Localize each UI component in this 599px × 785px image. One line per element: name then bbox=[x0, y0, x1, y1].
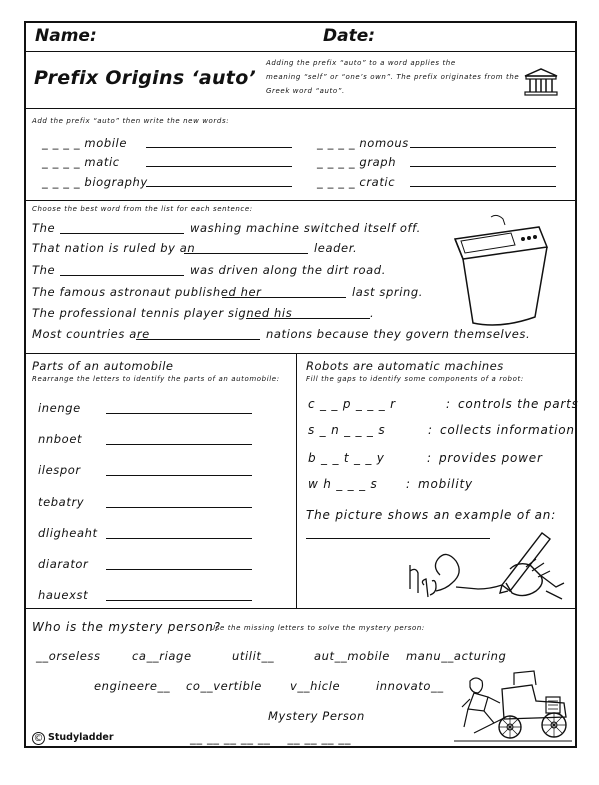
scrambled-word: ilespor bbox=[38, 463, 81, 477]
washing-machine-icon bbox=[451, 211, 551, 331]
mystery-word: engineere__ bbox=[94, 679, 171, 693]
robot-definition: collects information bbox=[440, 423, 575, 437]
mystery-person-label: Mystery Person bbox=[268, 709, 365, 723]
robot-definition: mobility bbox=[418, 477, 473, 491]
mystery-word: aut__mobile bbox=[314, 649, 390, 663]
sentence-end: nations because they govern themselves. bbox=[266, 327, 531, 341]
mystery-word: __orseless bbox=[36, 649, 101, 663]
answer-line[interactable] bbox=[106, 413, 252, 414]
robotic-arm-drawing-icon bbox=[406, 523, 566, 605]
robot-word: c _ _ p _ _ _ r bbox=[308, 397, 396, 411]
robot-word: b _ _ t _ _ y bbox=[308, 451, 385, 465]
sec1-instruction: Add the prefix “auto” then write the new words: bbox=[32, 117, 230, 125]
intro-line-1: Adding the prefix “auto” to a word applies the bbox=[266, 59, 456, 67]
answer-line[interactable] bbox=[106, 507, 252, 508]
sec5-instruction: Use the missing letters to solve the mystery person: bbox=[210, 624, 425, 632]
mystery-word: utilit__ bbox=[232, 649, 275, 663]
name-label: Name: bbox=[35, 26, 97, 46]
sentence-end: washing machine switched itself off. bbox=[190, 221, 421, 235]
prefix-item: _ _ _ _ mobile bbox=[42, 136, 128, 150]
divider bbox=[26, 200, 575, 201]
answer-line[interactable] bbox=[410, 166, 556, 167]
greek-temple-icon bbox=[523, 67, 559, 97]
prefix-item: _ _ _ _ graph bbox=[317, 155, 397, 169]
sentence-end: was driven along the dirt road. bbox=[190, 263, 386, 277]
scrambled-word: diarator bbox=[38, 557, 89, 571]
sec2-instruction: Choose the best word from the list for each sentence: bbox=[32, 205, 253, 213]
sentence-blank[interactable] bbox=[60, 233, 184, 234]
mystery-word: ca__riage bbox=[132, 649, 192, 663]
answer-line[interactable] bbox=[106, 569, 252, 570]
robot-word: s _ n _ _ _ s bbox=[308, 423, 386, 437]
sentence-blank[interactable] bbox=[136, 339, 260, 340]
sec4-instruction: Fill the gaps to identify some components of a robot: bbox=[306, 375, 524, 383]
intro-line-2: meaning “self” or “one’s own”. The prefix originates from the bbox=[266, 73, 520, 81]
sentence-end: . bbox=[370, 306, 375, 320]
worksheet bbox=[24, 21, 577, 748]
answer-line[interactable] bbox=[146, 147, 292, 148]
sentence-start: The famous astronaut published her bbox=[32, 285, 262, 299]
intro-line-3: Greek word “auto”. bbox=[266, 87, 345, 95]
colon: : bbox=[446, 397, 451, 411]
sentence-start: Most countries are bbox=[32, 327, 150, 341]
colon: : bbox=[427, 451, 432, 465]
scrambled-word: inenge bbox=[38, 401, 81, 415]
scrambled-word: tebatry bbox=[38, 495, 85, 509]
page-title: Prefix Origins ‘auto’ bbox=[34, 67, 257, 89]
sentence-blank[interactable] bbox=[60, 275, 184, 276]
divider bbox=[26, 108, 575, 109]
vintage-car-icon bbox=[454, 663, 572, 743]
sec3-instruction: Rearrange the letters to identify the parts of an automobile: bbox=[32, 375, 280, 383]
date-label: Date: bbox=[323, 26, 376, 46]
mystery-word: co__vertible bbox=[186, 679, 262, 693]
colon: : bbox=[406, 477, 411, 491]
sentence-blank[interactable] bbox=[222, 297, 346, 298]
robot-word: w h _ _ _ s bbox=[308, 477, 378, 491]
scrambled-word: nnboet bbox=[38, 432, 83, 446]
answer-line[interactable] bbox=[410, 147, 556, 148]
answer-line[interactable] bbox=[106, 475, 252, 476]
prefix-item: _ _ _ _ cratic bbox=[317, 175, 396, 189]
divider bbox=[26, 51, 575, 52]
colon: : bbox=[428, 423, 433, 437]
copyright-icon: © bbox=[33, 733, 44, 744]
brand-label: Studyladder bbox=[48, 732, 114, 743]
sentence-end: leader. bbox=[314, 241, 358, 255]
sentence-end: last spring. bbox=[352, 285, 424, 299]
prefix-item: _ _ _ _ biography bbox=[42, 175, 148, 189]
answer-line[interactable] bbox=[410, 186, 556, 187]
mystery-person-blanks[interactable]: __ __ __ __ __ __ __ __ __ bbox=[190, 731, 352, 745]
answer-line[interactable] bbox=[146, 166, 292, 167]
picture-prompt: The picture shows an example of an: bbox=[306, 508, 557, 522]
scrambled-word: hauexst bbox=[38, 588, 89, 602]
answer-line[interactable] bbox=[106, 444, 252, 445]
sec3-title: Parts of an automobile bbox=[32, 359, 174, 373]
mystery-word: innovato__ bbox=[376, 679, 444, 693]
sentence-blank[interactable] bbox=[184, 253, 308, 254]
robot-definition: provides power bbox=[439, 451, 543, 465]
sentence-blank[interactable] bbox=[246, 318, 370, 319]
sentence-start: The bbox=[32, 221, 56, 235]
sentence-start: That nation is ruled by an bbox=[32, 241, 196, 255]
divider bbox=[26, 353, 575, 354]
sentence-start: The bbox=[32, 263, 56, 277]
answer-line[interactable] bbox=[146, 186, 292, 187]
sec5-title: Who is the mystery person? bbox=[32, 620, 221, 634]
sentence-start: The professional tennis player signed his bbox=[32, 306, 293, 320]
prefix-item: _ _ _ _ nomous bbox=[317, 136, 409, 150]
prefix-item: _ _ _ _ matic bbox=[42, 155, 120, 169]
answer-line[interactable] bbox=[106, 538, 252, 539]
mystery-word: v__hicle bbox=[290, 679, 341, 693]
mystery-word: manu__acturing bbox=[406, 649, 507, 663]
robot-definition: controls the parts bbox=[458, 397, 579, 411]
divider bbox=[26, 608, 575, 609]
answer-line[interactable] bbox=[106, 600, 252, 601]
scrambled-word: dligheaht bbox=[38, 526, 98, 540]
divider bbox=[296, 353, 297, 608]
sec4-title: Robots are automatic machines bbox=[306, 359, 504, 373]
